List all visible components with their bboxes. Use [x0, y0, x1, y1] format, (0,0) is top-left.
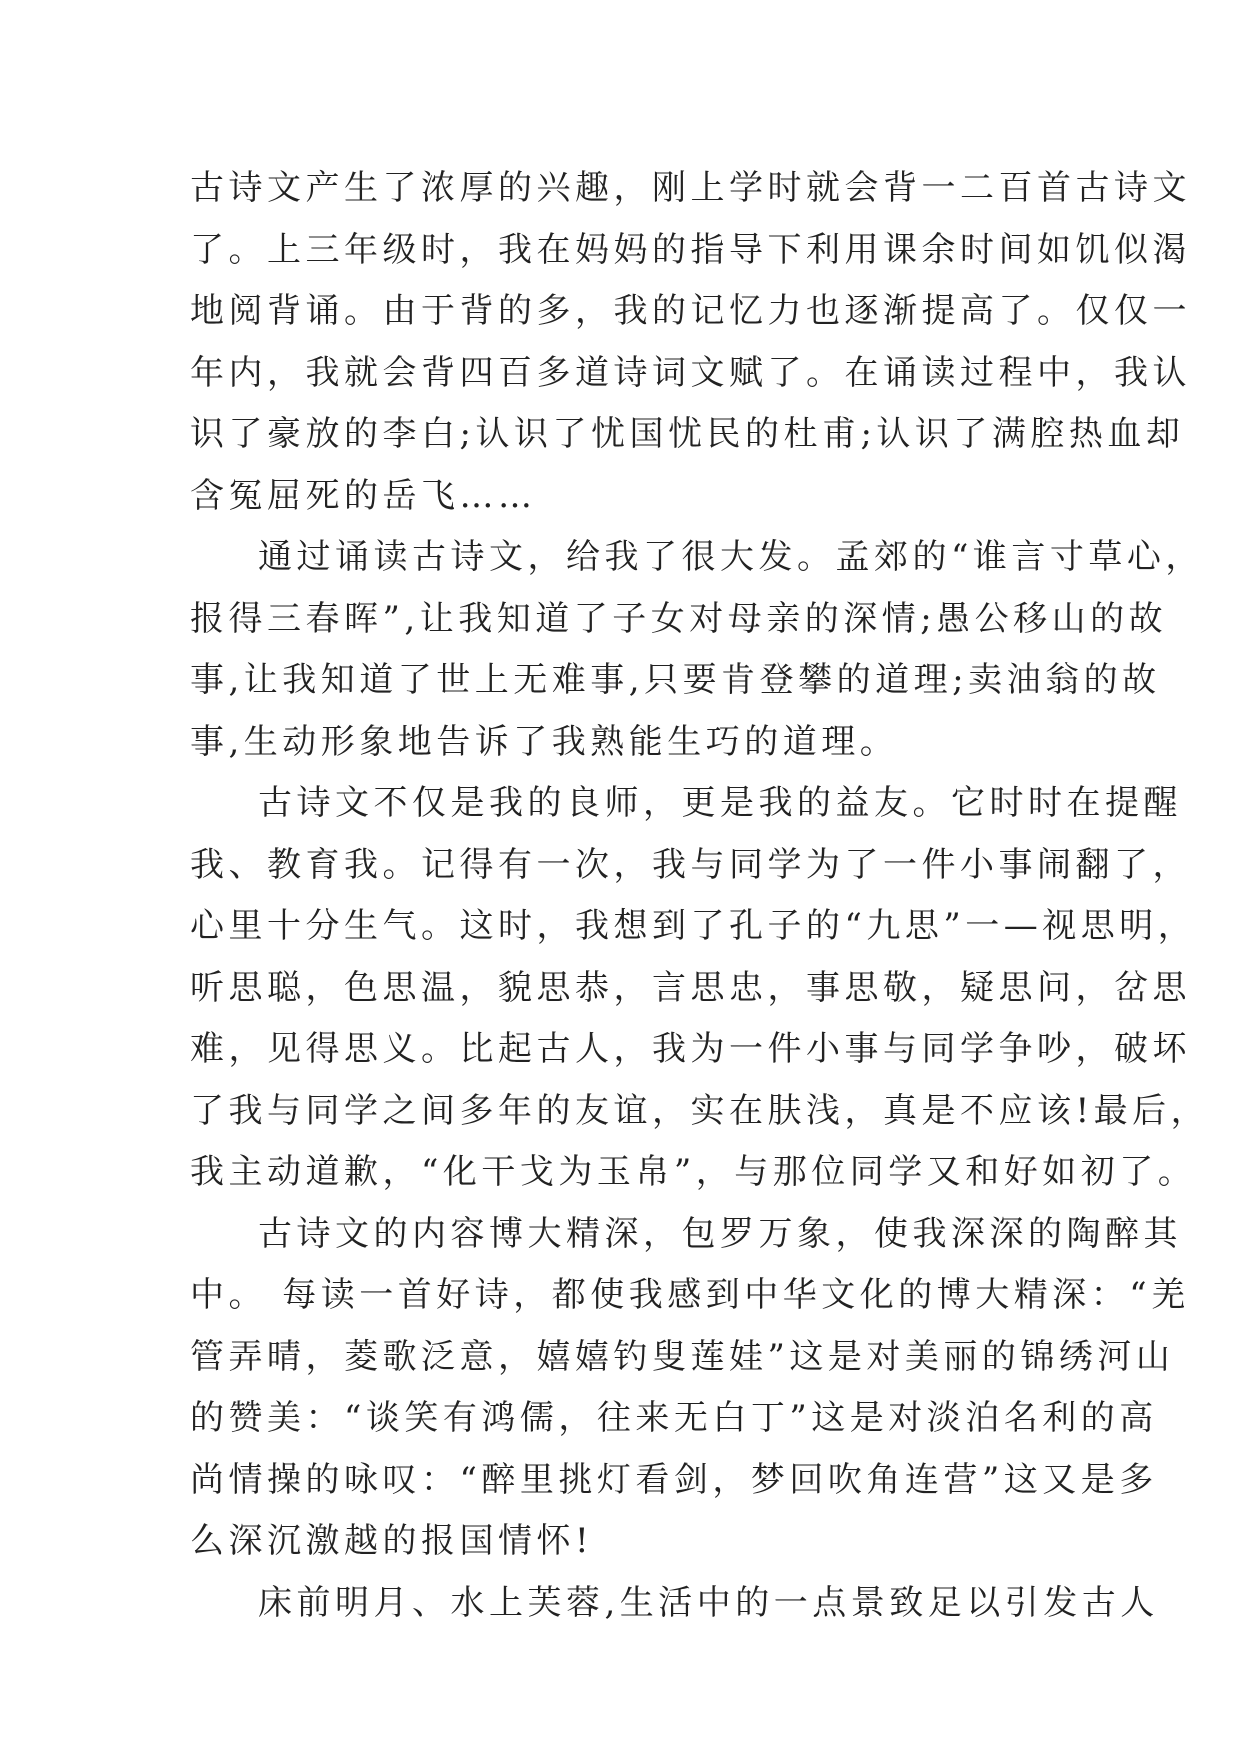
text-line: 古诗文产生了浓厚的兴趣，刚上学时就会背一二百首古诗文	[190, 168, 1191, 208]
text-line: 我、教育我。记得有一次，我与同学为了一件小事闹翻了，	[190, 844, 1191, 885]
text-line: 报得三春晖”,让我知道了子女对母亲的深情;愚公移山的故	[190, 598, 1168, 639]
text-line: 地阅背诵。由于背的多，我的记忆力也逐渐提高了。仅仅一	[190, 291, 1191, 331]
text-line: 识了豪放的李白;认识了忧国忧民的杜甫;认识了满腔热血却	[190, 414, 1185, 454]
paragraph-first-line: 床前明月、水上芙蓉,生活中的一点景致足以引发古人	[258, 1582, 1159, 1623]
paragraph-first-line: 古诗文的内容博大精深，包罗万象，使我深深的陶醉其	[258, 1213, 1182, 1254]
paragraph-first-line: 古诗文不仅是我的良师，更是我的益友。它时时在提醒	[258, 783, 1182, 823]
text-line: 事,让我知道了世上无难事,只要肯登攀的道理;卖油翁的故	[190, 660, 1161, 700]
text-line: 难，见得思义。比起古人，我为一件小事与同学争吵，破坏	[190, 1029, 1191, 1069]
text-line: 尚情操的咏叹：“醉里挑灯看剑，梦回吹角连营”这又是多	[190, 1459, 1158, 1500]
paragraph-first-line: 通过诵读古诗文，给我了很大发。孟郊的“谁言寸草心，	[258, 537, 1204, 577]
text-line: 了我与同学之间多年的友谊，实在肤浅，真是不应该!最后，	[190, 1090, 1210, 1131]
essay-body	[190, 158, 1210, 1634]
text-line: 听思聪，色思温，貌思恭，言思忠，事思敬，疑思问，岔思	[190, 967, 1191, 1008]
text-line: 心里十分生气。这时，我想到了孔子的“九思”一—视思明，	[190, 906, 1197, 946]
text-line: 中。 每读一首好诗，都使我感到中华文化的博大精深：“羌	[190, 1275, 1190, 1315]
text-line: 么深沉激越的报国情怀!	[190, 1521, 594, 1561]
text-line: 含冤屈死的岳飞……	[190, 475, 537, 516]
text-line: 了。上三年级时，我在妈妈的指导下利用课余时间如饥似渴	[190, 229, 1191, 270]
text-line: 的赞美：“谈笑有鸿儒，往来无白丁”这是对淡泊名利的高	[190, 1398, 1158, 1438]
text-line: 年内，我就会背四百多道诗词文赋了。在诵读过程中，我认	[190, 352, 1191, 393]
text-line: 管弄晴，菱歌泛意，嬉嬉钓叟莲娃”这是对美丽的锦绣河山	[190, 1336, 1175, 1377]
text-line: 事,生动形象地告诉了我熟能生巧的道理。	[190, 721, 899, 762]
text-line: 我主动道歉，“化干戈为玉帛”，与那位同学又和好如初了。	[190, 1152, 1197, 1192]
